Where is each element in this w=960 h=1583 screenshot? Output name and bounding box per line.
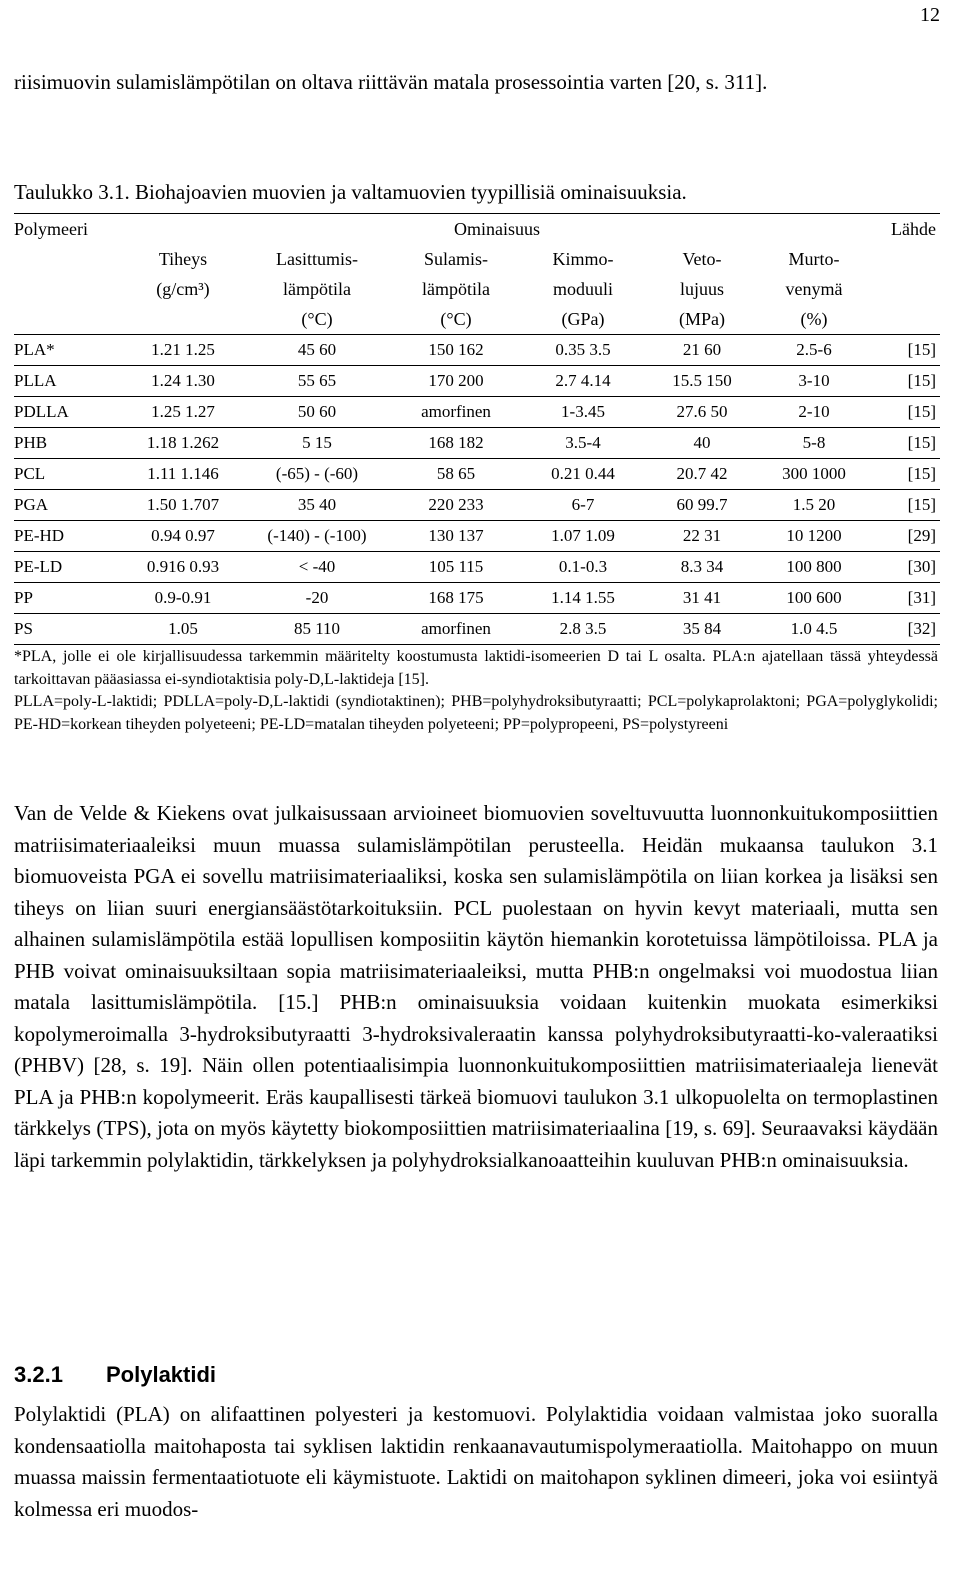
cell-modulus: 1.14 1.55 — [520, 583, 646, 614]
cell-glass: 5 15 — [242, 428, 392, 459]
table-row — [14, 335, 940, 366]
table-notes — [14, 646, 938, 736]
col-elong-l2: venymä — [785, 278, 843, 299]
header-polymer: Polymeeri — [14, 214, 124, 245]
col-density-l2: (g/cm³) — [156, 278, 210, 299]
cell-glass: 55 65 — [242, 366, 392, 397]
cell-tensile: 35 84 — [646, 614, 758, 645]
col-tensile-l2: lujuus — [679, 278, 724, 299]
page-number: 12 — [920, 4, 940, 26]
cell-modulus: 1-3.45 — [520, 397, 646, 428]
table-note: *PLA, jolle ei ole kirjallisuudessa tarkemmin määritelty koostumusta laktidi-isomeerien D tai L osalta. PLA:n ajatellaan tässä yhteydessä tarkoittavan pääasiassa ei-syndiotaktisia poly-D,L-laktideja [15]. — [14, 648, 938, 688]
cell-glass: (-140) - (-100) — [242, 521, 392, 552]
col-melt-l2: lämpötila — [422, 278, 490, 299]
col-glass-l3: (°C) — [301, 308, 333, 329]
cell-source: [15] — [870, 490, 940, 521]
cell-modulus: 2.8 3.5 — [520, 614, 646, 645]
table-row — [14, 366, 940, 397]
row-polymer: PDLLA — [14, 397, 124, 428]
cell-source: [29] — [870, 521, 940, 552]
body-paragraph: Van de Velde & Kiekens ovat julkaisussaan arvioineet biomuovien soveltuvuutta luonnonkuitukomposiittien matriisimateriaaleiksi muun muassa sulamislämpötilan perusteella. Heidän mukaansa taulukon 3.1 biomuoveista PGA ei sovellu matriisimateriaaliksi, koska sen sulamislämpötila on liian korkea ja lisäksi sen tiheys on liian suuri energiansäästötarkoituksiin. PCL puolestaan on hyvin kevyt materiaali, mutta sen alhainen sulamislämpötila estää lopullisen komposiitin käytön hiemankin korotetuissa lämpötiloissa. PLA ja PHB voivat ominaisuuksiltaan sopia matriisimateriaaleiksi, mutta PHB:n ongelmaksi voi muodostua liian matala lasittumislämpötila. [15.] PHB:n ominaisuuksia voidaan kuitenkin muokata esimerkiksi kopolymeroimalla 3-hydroksibutyraatti 3-hydroksivaleraatin kanssa polyhydroksibutyraatti-ko-valeraatiksi (PHBV) [28, s. 19]. Näin ollen potentiaalisimpia luonnonkuitukomposiittien matriisimateriaaleja lienevät PLA ja PHB:n kopolymeerit. Eräs kaupallisesti tärkeä biomuovi taulukon 3.1 ulkopuolelta on termoplastinen tärkkelys (TPS), jota on myös käytetty biokomposiittien matriisimateriaalina [19, s. 69]. Seuraavaksi käydään läpi tarkemmin polylaktidin, tärkkelyksen ja polyhydroksialkanoaatteihin kuuluvan PHB:n ominaisuuksia. — [14, 801, 938, 1172]
intro-paragraph: riisimuovin sulamislämpötilan on oltava riittävän matala prosessointia varten [20, s. 311]. — [14, 70, 768, 94]
cell-modulus: 0.35 3.5 — [520, 335, 646, 366]
cell-elong: 3-10 — [758, 366, 870, 397]
row-polymer: PCL — [14, 459, 124, 490]
table-caption — [14, 180, 687, 205]
col-tensile-l1: Veto- — [682, 248, 722, 269]
cell-melt: amorfinen — [392, 397, 520, 428]
cell-elong: 2.5-6 — [758, 335, 870, 366]
header-source: Lähde — [870, 214, 940, 245]
cell-density: 1.21 1.25 — [124, 335, 242, 366]
row-polymer: PS — [14, 614, 124, 645]
section-title: Polylaktidi — [106, 1362, 217, 1387]
cell-glass: 35 40 — [242, 490, 392, 521]
cell-source: [15] — [870, 366, 940, 397]
cell-tensile: 60 99.7 — [646, 490, 758, 521]
cell-melt: 168 182 — [392, 428, 520, 459]
cell-density: 0.9-0.91 — [124, 583, 242, 614]
col-elong-l3: (%) — [800, 308, 828, 329]
cell-modulus: 0.1-0.3 — [520, 552, 646, 583]
cell-tensile: 31 41 — [646, 583, 758, 614]
table-row — [14, 428, 940, 459]
properties-table — [14, 213, 940, 645]
cell-melt: 168 175 — [392, 583, 520, 614]
cell-modulus: 6-7 — [520, 490, 646, 521]
col-melt-l3: (°C) — [440, 308, 472, 329]
row-polymer: PHB — [14, 428, 124, 459]
cell-melt: 150 162 — [392, 335, 520, 366]
cell-modulus: 1.07 1.09 — [520, 521, 646, 552]
section-number: 3.2.1 — [14, 1362, 63, 1387]
row-polymer: PGA — [14, 490, 124, 521]
cell-glass: 85 110 — [242, 614, 392, 645]
table-row — [14, 521, 940, 552]
cell-melt: 170 200 — [392, 366, 520, 397]
section-heading — [14, 1362, 216, 1388]
cell-elong: 1.0 4.5 — [758, 614, 870, 645]
col-modulus-l2: moduuli — [552, 278, 613, 299]
table-row — [14, 583, 940, 614]
row-polymer: PE-LD — [14, 552, 124, 583]
cell-source: [15] — [870, 397, 940, 428]
table-header-row — [14, 214, 940, 245]
cell-elong: 10 1200 — [758, 521, 870, 552]
cell-melt: 105 115 — [392, 552, 520, 583]
cell-tensile: 20.7 42 — [646, 459, 758, 490]
cell-elong: 300 1000 — [758, 459, 870, 490]
table-row — [14, 397, 940, 428]
cell-source: [30] — [870, 552, 940, 583]
cell-source: [15] — [870, 428, 940, 459]
cell-glass: < -40 — [242, 552, 392, 583]
cell-elong: 1.5 20 — [758, 490, 870, 521]
cell-tensile: 27.6 50 — [646, 397, 758, 428]
table-row — [14, 614, 940, 645]
cell-glass: 50 60 — [242, 397, 392, 428]
cell-elong: 100 600 — [758, 583, 870, 614]
cell-modulus: 3.5-4 — [520, 428, 646, 459]
cell-glass: 45 60 — [242, 335, 392, 366]
cell-density: 1.24 1.30 — [124, 366, 242, 397]
column-header-line1 — [14, 244, 940, 274]
table-row — [14, 552, 940, 583]
cell-source: [15] — [870, 459, 940, 490]
cell-melt: 130 137 — [392, 521, 520, 552]
row-polymer: PLLA — [14, 366, 124, 397]
row-polymer: PP — [14, 583, 124, 614]
cell-density: 1.05 — [124, 614, 242, 645]
cell-source: [31] — [870, 583, 940, 614]
section-paragraph: Polylaktidi (PLA) on alifaattinen polyesteri ja kestomuovi. Polylaktidia voidaan valmistaa joko suoralla kondensaatiolla maitohaposta tai syklisen laktidin renkaanavautumispolymeraatiolla. Maitohappo on muun muassa maissin fermentaatiotuote eli käymistuote. Laktidi on maitohapon syklinen dimeeri, joka voi esiintyä kolmessa eri muodos- — [14, 1402, 938, 1521]
column-header-line2 — [14, 274, 940, 304]
col-melt-l1: Sulamis- — [423, 248, 488, 269]
header-properties: Ominaisuus — [124, 214, 870, 245]
table-note: PLLA=poly-L-laktidi; PDLLA=poly-D,L-laktidi (syndiotaktinen); PHB=polyhydroksibutyraatti; PCL=polykaprolaktoni; PGA=polyglykolidi; PE-HD=korkean tiheyden polyeteeni; PE-LD=matalan tiheyden polyeteeni; PP=polypropeeni, PS=polystyreeni — [14, 693, 938, 733]
cell-melt: amorfinen — [392, 614, 520, 645]
cell-density: 1.25 1.27 — [124, 397, 242, 428]
row-polymer: PE-HD — [14, 521, 124, 552]
cell-glass: -20 — [242, 583, 392, 614]
table-caption-label: Taulukko 3.1. — [14, 180, 130, 204]
col-density-l3 — [124, 304, 242, 335]
cell-elong: 5-8 — [758, 428, 870, 459]
cell-density: 0.916 0.93 — [124, 552, 242, 583]
table-row — [14, 490, 940, 521]
row-polymer: PLA* — [14, 335, 124, 366]
cell-density: 1.18 1.262 — [124, 428, 242, 459]
cell-source: [32] — [870, 614, 940, 645]
cell-tensile: 21 60 — [646, 335, 758, 366]
cell-melt: 58 65 — [392, 459, 520, 490]
cell-tensile: 40 — [646, 428, 758, 459]
col-elong-l1: Murto- — [788, 248, 840, 269]
cell-density: 0.94 0.97 — [124, 521, 242, 552]
cell-density: 1.11 1.146 — [124, 459, 242, 490]
cell-tensile: 15.5 150 — [646, 366, 758, 397]
table-caption-text: Biohajoavien muovien ja valtamuovien tyypillisiä ominaisuuksia. — [135, 180, 687, 204]
column-header-line3 — [14, 304, 940, 335]
cell-elong: 100 800 — [758, 552, 870, 583]
col-glass-l2: lämpötila — [283, 278, 351, 299]
cell-elong: 2-10 — [758, 397, 870, 428]
col-glass-l1: Lasittumis- — [276, 248, 358, 269]
col-modulus-l1: Kimmo- — [552, 248, 614, 269]
cell-melt: 220 233 — [392, 490, 520, 521]
cell-modulus: 2.7 4.14 — [520, 366, 646, 397]
cell-tensile: 22 31 — [646, 521, 758, 552]
cell-glass: (-65) - (-60) — [242, 459, 392, 490]
table-row — [14, 459, 940, 490]
col-density-l1: Tiheys — [158, 248, 208, 269]
cell-tensile: 8.3 34 — [646, 552, 758, 583]
cell-source: [15] — [870, 335, 940, 366]
cell-modulus: 0.21 0.44 — [520, 459, 646, 490]
col-tensile-l3: (MPa) — [679, 308, 725, 329]
col-modulus-l3: (GPa) — [561, 308, 605, 329]
cell-density: 1.50 1.707 — [124, 490, 242, 521]
